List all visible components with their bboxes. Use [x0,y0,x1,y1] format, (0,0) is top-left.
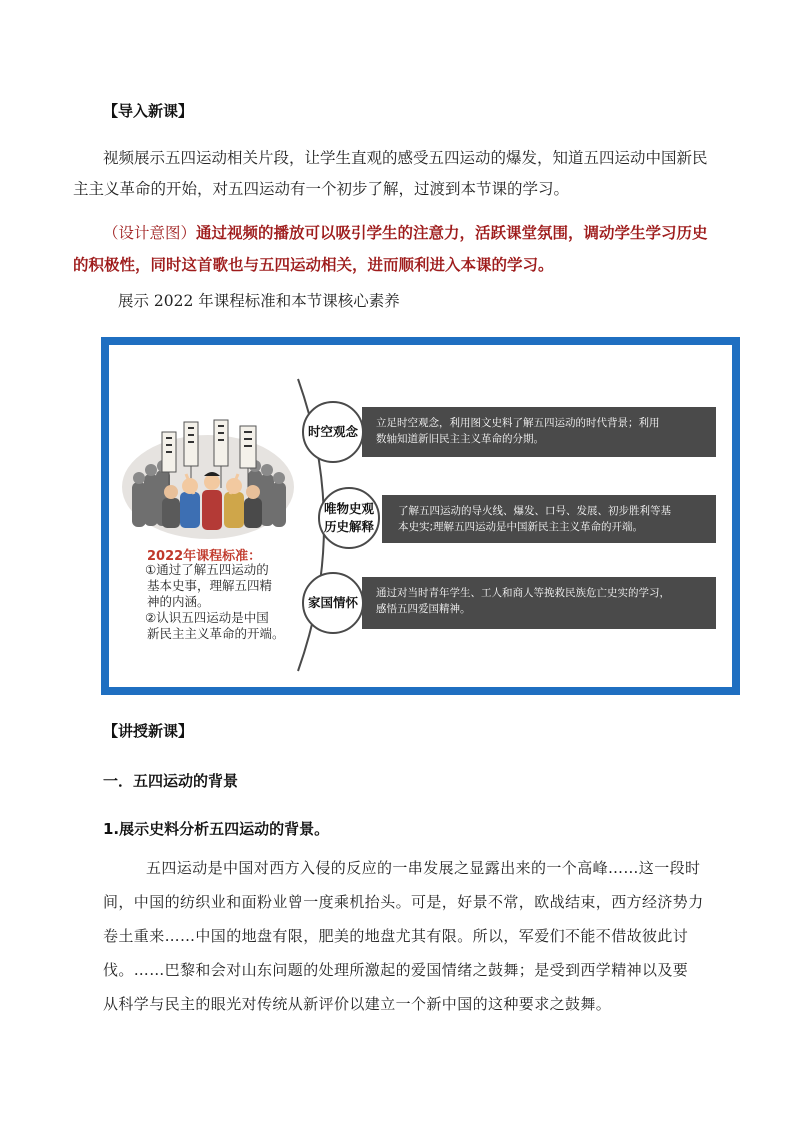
protest-illustration [122,412,294,542]
quote-line: 间，中国的纺织业和面粉业曾一度乘机抬头。可是，好景不常，欧战结束，西方经济势力 [103,893,704,911]
intro-line-2: 主主义革命的开始，对五四运动有一个初步了解，过渡到本节课的学习。 [73,180,570,198]
section-heading-background: 一．五四运动的背景 [103,772,239,790]
circle-label: 唯物史观 [323,501,374,516]
quote-line: 五四运动是中国对西方入侵的反应的一串发展之显露出来的一个高峰……这一段时 [146,859,701,877]
standard-line: 神的内涵。 [147,594,210,609]
literacy-text: 本史实;理解五四运动是中国新民主主义革命的开端。 [398,521,644,533]
circle-materialism [318,487,380,549]
literacy-text: 数轴知道新旧民主主义革命的分期。 [376,433,544,445]
literacy-text: 通过对当时青年学生、工人和商人等挽救民族危亡史实的学习， [376,587,670,599]
circle-label: 家国情怀 [307,595,358,610]
design-intent [73,217,708,280]
intro-heading: 【导入新课】 [103,102,194,120]
standard-title: 2022年课程标准： [147,549,262,564]
standard-line: 基本史事，理解五四精 [147,578,273,593]
subheading-source-analysis: 1.展示史料分析五四运动的背景。 [103,820,330,838]
literacy-bar-time-space [362,407,716,457]
circle-time-space [302,401,364,463]
literacy-bar-materialism [382,495,716,543]
circle-label: 时空观念 [307,424,358,439]
standard-text [145,562,295,642]
quote-line: 伐。……巴黎和会对山东问题的处理所激起的爱国情绪之鼓舞；是受到西学精神以及要 [103,961,689,979]
literacy-text: 了解五四运动的导火线、爆发、口号、发展、初步胜利等基 [398,505,671,517]
literacy-bar-patriotism [362,577,716,629]
circle-label: 历史解释 [323,519,374,534]
design-line-1: 通过视频的播放可以吸引学生的注意力，活跃课堂氛围，调动学生学习历史 [196,223,708,242]
standard-line: 新民主主义革命的开端。 [147,626,285,641]
design-label: （设计意图） [103,224,197,242]
quote-line: 卷土重来……中国的地盘有限，肥美的地盘尤其有限。所以，军爱们不能不借故彼此讨 [103,927,689,945]
literacy-text: 感悟五四爱国精神。 [376,603,471,615]
circle-patriotism [302,572,364,634]
show-standard-line: 展示 2022 年课程标准和本节课核心素养 [118,292,400,310]
literacy-text: 立足时空观念，利用图文史料了解五四运动的时代背景；利用 [376,417,660,429]
intro-paragraph [73,143,708,205]
design-line-2: 的积极性，同时这首歌也与五四运动相关，进而顺利进入本课的学习。 [73,255,554,274]
intro-line-1: 视频展示五四运动相关片段，让学生直观的感受五四运动的爆发，知道五四运动中国新民 [103,149,708,167]
quote-line: 从科学与民主的眼光对传统从新评价以建立一个新中国的这种要求之鼓舞。 [103,995,612,1013]
standard-line: ②认识五四运动是中国 [145,610,269,625]
historical-quote [103,851,704,1021]
standard-line: ①通过了解五四运动的 [145,562,269,577]
lecture-heading: 【讲授新课】 [103,722,194,740]
